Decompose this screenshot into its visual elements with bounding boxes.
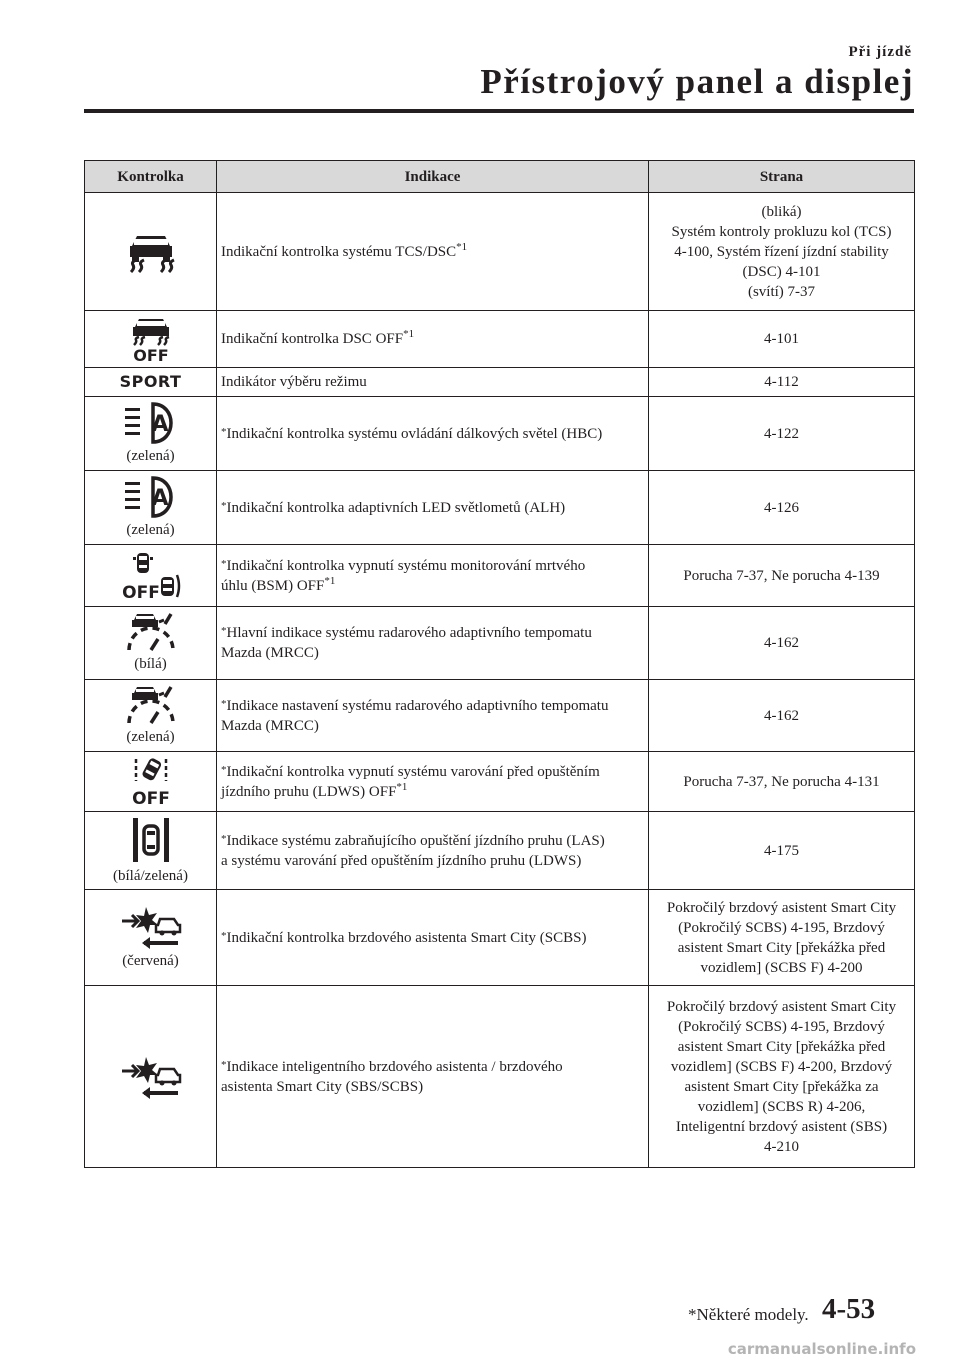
svg-text:A: A (150, 485, 169, 511)
indication-cell: *Indikace nastavení systému radarového adaptivního tempomatu Mazda (MRCC) (217, 680, 649, 752)
table-row (85, 607, 915, 680)
indicator-table (84, 160, 915, 1168)
indication-cell: *Indikace systému zabraňujícího opuštění jízdního pruhu (LAS) a systému varování před opuštěním jízdního pruhu (LDWS) (217, 812, 649, 890)
indication-cell: *Indikační kontrolka vypnutí systému monitorování mrtvého úhlu (BSM) OFF$^{*1}$ (217, 545, 649, 607)
page-cell: 4-101 (649, 311, 915, 368)
indication-cell: Indikační kontrolka DSC OFF$^{*1}$ (217, 311, 649, 368)
table-row (85, 193, 915, 311)
svg-text:OFF: OFF (121, 582, 160, 601)
svg-text:A: A (150, 411, 169, 437)
indication-cell: Indikátor výběru režimu (217, 368, 649, 397)
page-number: 4-53 (822, 1293, 876, 1325)
dsc-off-icon (125, 316, 177, 362)
column-header-strana: Strana (649, 161, 915, 193)
page-cell: 4-162 (649, 607, 915, 680)
icon-cell (85, 545, 217, 607)
icon-cell (85, 752, 217, 812)
alh-auto-headlight-icon (119, 476, 183, 518)
scbs-red-icon (116, 905, 186, 949)
icon-cell: A (zelená) (85, 397, 217, 471)
icon-cell: A (zelená) (85, 471, 217, 545)
footnote: *Některé modely. (688, 1305, 809, 1324)
svg-text:OFF: OFF (132, 346, 169, 362)
table-row (85, 752, 915, 812)
las-lane-icon (131, 816, 171, 864)
icon-cell: (červená) (85, 890, 217, 986)
indication-cell: *Indikační kontrolka vypnutí systému varování před opuštěním jízdního pruhu (LDWS) OFF$^{*1}$ (217, 752, 649, 812)
icon-cell (85, 986, 217, 1168)
column-header-kontrolka: Kontrolka (85, 161, 217, 193)
icon-cell (85, 311, 217, 368)
tcs-skid-car-icon (123, 230, 179, 274)
indication-cell: *Indikační kontrolka systému ovládání dálkových světel (HBC) (217, 397, 649, 471)
column-header-indikace: Indikace (217, 161, 649, 193)
page-cell: Porucha 7-37, Ne porucha 4-131 (649, 752, 915, 812)
table-row (85, 890, 915, 986)
mrcc-green-icon (121, 685, 181, 725)
table-row (85, 368, 915, 397)
page-title: Přístrojový panel a displej (480, 62, 914, 101)
section-label: Při jízdě (848, 44, 912, 60)
svg-text:OFF: OFF (131, 788, 170, 807)
indication-cell: *Indikační kontrolka brzdového asistenta Smart City (SCBS) (217, 890, 649, 986)
page-cell: Pokročilý brzdový asistent Smart City (Pokročilý SCBS) 4-195, Brzdový asistent Smart City [překážka před vozidlem] (SCBS F) 4-200 (649, 890, 915, 986)
mrcc-white-icon (121, 612, 181, 652)
page-cell: Pokročilý brzdový asistent Smart City (Pokročilý SCBS) 4-195, Brzdový asistent Smart City [překážka před vozidlem] (SCBS F) 4-200, Brzdový asistent Smart City [překážka za vozidlem] (SCBS R) 4-206, Inteligentní brzdový asistent (SBS) 4-210 (649, 986, 915, 1168)
page-cell: (bliká) Systém kontroly prokluzu kol (TCS) 4-100, Systém řízení jízdní stability (DSC) 4-101 (svítí) 7-37 (649, 193, 915, 311)
table-row (85, 397, 915, 471)
icon-cell (85, 368, 217, 397)
table-header-row (85, 161, 915, 193)
table-row (85, 471, 915, 545)
icon-cell: (bílá/zelená) (85, 812, 217, 890)
icon-cell: (bílá) (85, 607, 217, 680)
table-row (85, 311, 915, 368)
table-row (85, 680, 915, 752)
table-row (85, 986, 915, 1168)
page-cell: 4-112 (649, 368, 915, 397)
indication-cell: *Hlavní indikace systému radarového adaptivního tempomatu Mazda (MRCC) (217, 607, 649, 680)
page-cell: Porucha 7-37, Ne porucha 4-139 (649, 545, 915, 607)
page-cell: 4-162 (649, 680, 915, 752)
bsm-off-icon (121, 551, 181, 601)
icon-cell: (zelená) (85, 680, 217, 752)
sport-mode-icon: SPORT (119, 371, 182, 391)
watermark: carmanualsonline.info (727, 1340, 916, 1358)
ldws-off-icon (126, 757, 176, 807)
indication-cell: Indikační kontrolka systému TCS/DSC$^{*1}$ (217, 193, 649, 311)
indication-cell: *Indikace inteligentního brzdového asistenta / brzdového asistenta Smart City (SBS/SCBS) (217, 986, 649, 1168)
page-cell: 4-126 (649, 471, 915, 545)
table-row (85, 545, 915, 607)
page-cell: 4-175 (649, 812, 915, 890)
header-rule (84, 109, 914, 113)
table-row (85, 812, 915, 890)
page-cell: 4-122 (649, 397, 915, 471)
hbc-auto-headlight-icon (119, 402, 183, 444)
icon-cell (85, 193, 217, 311)
indication-cell: *Indikační kontrolka adaptivních LED světlometů (ALH) (217, 471, 649, 545)
sbs-scbs-icon (116, 1055, 186, 1099)
